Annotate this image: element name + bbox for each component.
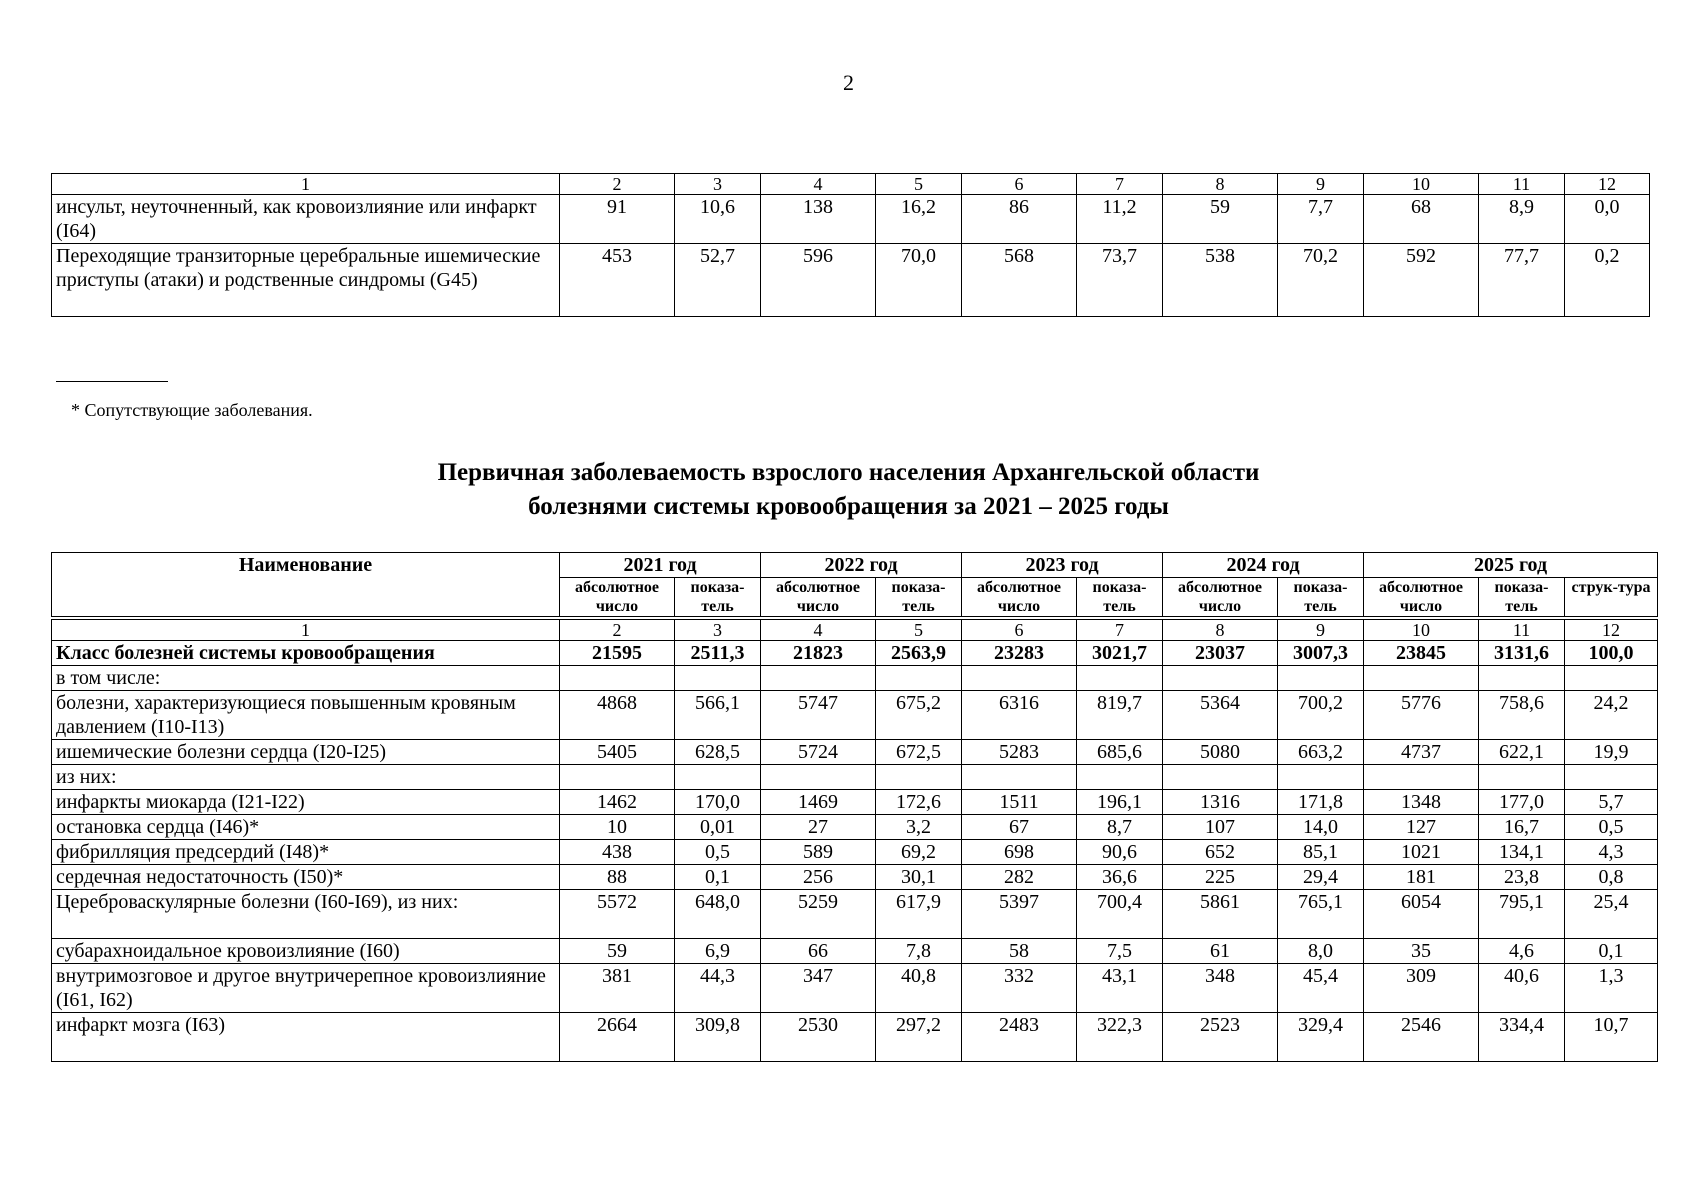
value-cell: 3,2 xyxy=(876,815,962,840)
value-cell: 43,1 xyxy=(1077,964,1163,1013)
value-cell xyxy=(1479,666,1565,691)
value-cell: 170,0 xyxy=(675,790,761,815)
value-cell: 100,0 xyxy=(1565,641,1658,666)
index-cell: 7 xyxy=(1077,620,1163,641)
index-cell: 12 xyxy=(1565,620,1658,641)
row-name: инсульт, неуточненный, как кровоизлияние или инфаркт (I64) xyxy=(52,195,560,244)
value-cell: 617,9 xyxy=(876,890,962,939)
value-cell: 5259 xyxy=(761,890,876,939)
value-cell: 4868 xyxy=(560,691,675,740)
value-cell xyxy=(1278,765,1364,790)
value-cell: 138 xyxy=(761,195,876,244)
index-cell: 11 xyxy=(1479,174,1565,195)
value-cell: 0,0 xyxy=(1565,195,1650,244)
index-row xyxy=(52,174,1650,195)
value-cell: 685,6 xyxy=(1077,740,1163,765)
row-name: сердечная недостаточность (I50)* xyxy=(52,865,560,890)
row-name: инфаркт мозга (I63) xyxy=(52,1013,560,1062)
value-cell: 596 xyxy=(761,244,876,317)
incidence-table xyxy=(51,552,1658,1062)
index-cell: 7 xyxy=(1077,174,1163,195)
header-year-2025: 2025 год xyxy=(1364,553,1658,578)
value-cell: 329,4 xyxy=(1278,1013,1364,1062)
value-cell: 2546 xyxy=(1364,1013,1479,1062)
index-cell: 5 xyxy=(876,174,962,195)
value-cell: 24,2 xyxy=(1565,691,1658,740)
value-cell: 0,8 xyxy=(1565,865,1658,890)
table-row xyxy=(52,740,1658,765)
value-cell: 765,1 xyxy=(1278,890,1364,939)
header-year-2023: 2023 год xyxy=(962,553,1163,578)
table-row xyxy=(52,939,1658,964)
value-cell xyxy=(560,666,675,691)
row-name: инфаркты миокарда (I21-I22) xyxy=(52,790,560,815)
value-cell: 0,5 xyxy=(1565,815,1658,840)
index-cell: 1 xyxy=(52,620,560,641)
value-cell: 40,6 xyxy=(1479,964,1565,1013)
value-cell: 23037 xyxy=(1163,641,1278,666)
value-cell: 348 xyxy=(1163,964,1278,1013)
value-cell: 2511,3 xyxy=(675,641,761,666)
index-cell: 9 xyxy=(1278,620,1364,641)
value-cell: 171,8 xyxy=(1278,790,1364,815)
value-cell: 589 xyxy=(761,840,876,865)
value-cell xyxy=(1077,765,1163,790)
value-cell: 8,9 xyxy=(1479,195,1565,244)
value-cell: 592 xyxy=(1364,244,1479,317)
value-cell: 5397 xyxy=(962,890,1077,939)
value-cell: 177,0 xyxy=(1479,790,1565,815)
sub-ind: показа-тель xyxy=(1077,578,1163,617)
value-cell: 10,7 xyxy=(1565,1013,1658,1062)
value-cell: 86 xyxy=(962,195,1077,244)
value-cell: 66 xyxy=(761,939,876,964)
value-cell: 44,3 xyxy=(675,964,761,1013)
value-cell: 77,7 xyxy=(1479,244,1565,317)
value-cell: 1021 xyxy=(1364,840,1479,865)
value-cell: 23,8 xyxy=(1479,865,1565,890)
index-cell: 4 xyxy=(761,620,876,641)
value-cell: 819,7 xyxy=(1077,691,1163,740)
value-cell: 0,5 xyxy=(675,840,761,865)
value-cell: 23283 xyxy=(962,641,1077,666)
value-cell: 4,6 xyxy=(1479,939,1565,964)
value-cell: 88 xyxy=(560,865,675,890)
value-cell: 538 xyxy=(1163,244,1278,317)
value-cell: 297,2 xyxy=(876,1013,962,1062)
value-cell: 700,2 xyxy=(1278,691,1364,740)
value-cell: 1348 xyxy=(1364,790,1479,815)
value-cell: 1469 xyxy=(761,790,876,815)
row-name: фибрилляция предсердий (I48)* xyxy=(52,840,560,865)
value-cell: 35 xyxy=(1364,939,1479,964)
row-name: в том числе: xyxy=(52,666,560,691)
value-cell: 6,9 xyxy=(675,939,761,964)
value-cell: 6054 xyxy=(1364,890,1479,939)
value-cell: 3021,7 xyxy=(1077,641,1163,666)
value-cell: 4737 xyxy=(1364,740,1479,765)
value-cell: 40,8 xyxy=(876,964,962,1013)
value-cell: 7,5 xyxy=(1077,939,1163,964)
value-cell: 134,1 xyxy=(1479,840,1565,865)
value-cell: 11,2 xyxy=(1077,195,1163,244)
value-cell xyxy=(962,765,1077,790)
header-year-2022: 2022 год xyxy=(761,553,962,578)
value-cell: 453 xyxy=(560,244,675,317)
row-name: Цереброваскулярные болезни (I60-I69), из них: xyxy=(52,890,560,939)
value-cell: 8,0 xyxy=(1278,939,1364,964)
value-cell: 3007,3 xyxy=(1278,641,1364,666)
table-title xyxy=(0,456,1697,524)
value-cell: 7,8 xyxy=(876,939,962,964)
index-cell: 8 xyxy=(1163,620,1278,641)
header-name: Наименование xyxy=(52,553,560,617)
footnote-rule xyxy=(56,381,168,382)
value-cell: 27 xyxy=(761,815,876,840)
value-cell: 3131,6 xyxy=(1479,641,1565,666)
value-cell: 52,7 xyxy=(675,244,761,317)
value-cell: 675,2 xyxy=(876,691,962,740)
footnote: * Сопутствующие заболевания. xyxy=(71,400,313,420)
value-cell xyxy=(675,765,761,790)
value-cell: 172,6 xyxy=(876,790,962,815)
value-cell xyxy=(1278,666,1364,691)
value-cell: 652 xyxy=(1163,840,1278,865)
value-cell: 648,0 xyxy=(675,890,761,939)
value-cell: 5861 xyxy=(1163,890,1278,939)
row-name: Класс болезней системы кровообращения xyxy=(52,641,560,666)
value-cell: 5364 xyxy=(1163,691,1278,740)
index-cell: 10 xyxy=(1364,174,1479,195)
value-cell xyxy=(1565,666,1658,691)
value-cell: 5,7 xyxy=(1565,790,1658,815)
value-cell: 628,5 xyxy=(675,740,761,765)
value-cell: 5572 xyxy=(560,890,675,939)
value-cell: 25,4 xyxy=(1565,890,1658,939)
value-cell: 45,4 xyxy=(1278,964,1364,1013)
index-row xyxy=(52,620,1658,641)
table-row xyxy=(52,840,1658,865)
index-cell: 9 xyxy=(1278,174,1364,195)
index-cell: 4 xyxy=(761,174,876,195)
value-cell: 58 xyxy=(962,939,1077,964)
value-cell: 256 xyxy=(761,865,876,890)
value-cell: 61 xyxy=(1163,939,1278,964)
row-name: ишемические болезни сердца (I20-I25) xyxy=(52,740,560,765)
table-row xyxy=(52,964,1658,1013)
sub-abs: абсолютное число xyxy=(1163,578,1278,617)
value-cell: 36,6 xyxy=(1077,865,1163,890)
value-cell: 14,0 xyxy=(1278,815,1364,840)
table-row xyxy=(52,641,1658,666)
value-cell: 0,1 xyxy=(675,865,761,890)
value-cell: 322,3 xyxy=(1077,1013,1163,1062)
table-row xyxy=(52,890,1658,939)
value-cell: 566,1 xyxy=(675,691,761,740)
value-cell: 10,6 xyxy=(675,195,761,244)
row-name: субарахноидальное кровоизлияние (I60) xyxy=(52,939,560,964)
value-cell: 16,7 xyxy=(1479,815,1565,840)
table-row xyxy=(52,691,1658,740)
table-row xyxy=(52,195,1650,244)
header-year-2021: 2021 год xyxy=(560,553,761,578)
value-cell: 1511 xyxy=(962,790,1077,815)
sub-ind: показа-тель xyxy=(675,578,761,617)
value-cell: 6316 xyxy=(962,691,1077,740)
value-cell: 90,6 xyxy=(1077,840,1163,865)
value-cell xyxy=(761,765,876,790)
index-cell: 3 xyxy=(675,620,761,641)
value-cell: 698 xyxy=(962,840,1077,865)
sub-abs: абсолютное число xyxy=(962,578,1077,617)
value-cell: 2664 xyxy=(560,1013,675,1062)
value-cell: 7,7 xyxy=(1278,195,1364,244)
value-cell: 8,7 xyxy=(1077,815,1163,840)
sub-ind: показа-тель xyxy=(1479,578,1565,617)
index-cell: 6 xyxy=(962,620,1077,641)
value-cell: 5776 xyxy=(1364,691,1479,740)
value-cell: 127 xyxy=(1364,815,1479,840)
value-cell: 21823 xyxy=(761,641,876,666)
value-cell: 5080 xyxy=(1163,740,1278,765)
sub-ind: показа-тель xyxy=(876,578,962,617)
value-cell: 68 xyxy=(1364,195,1479,244)
table-row xyxy=(52,815,1658,840)
value-cell: 2530 xyxy=(761,1013,876,1062)
page-number: 2 xyxy=(843,70,854,95)
row-name: остановка сердца (I46)* xyxy=(52,815,560,840)
value-cell xyxy=(761,666,876,691)
value-cell: 672,5 xyxy=(876,740,962,765)
table-row xyxy=(52,790,1658,815)
value-cell xyxy=(1077,666,1163,691)
value-cell: 5405 xyxy=(560,740,675,765)
table-row xyxy=(52,765,1658,790)
value-cell: 2523 xyxy=(1163,1013,1278,1062)
value-cell xyxy=(1163,666,1278,691)
index-cell: 12 xyxy=(1565,174,1650,195)
value-cell xyxy=(675,666,761,691)
value-cell: 381 xyxy=(560,964,675,1013)
value-cell: 622,1 xyxy=(1479,740,1565,765)
value-cell: 700,4 xyxy=(1077,890,1163,939)
value-cell: 4,3 xyxy=(1565,840,1658,865)
value-cell: 10 xyxy=(560,815,675,840)
index-cell: 10 xyxy=(1364,620,1479,641)
value-cell: 0,01 xyxy=(675,815,761,840)
value-cell: 67 xyxy=(962,815,1077,840)
sub-abs: абсолютное число xyxy=(560,578,675,617)
value-cell xyxy=(876,765,962,790)
value-cell: 1,3 xyxy=(1565,964,1658,1013)
row-name: Переходящие транзиторные церебральные ишемические приступы (атаки) и родственные синдромы (G45) xyxy=(52,244,560,317)
value-cell: 0,1 xyxy=(1565,939,1658,964)
value-cell xyxy=(1479,765,1565,790)
value-cell: 568 xyxy=(962,244,1077,317)
value-cell xyxy=(560,765,675,790)
value-cell: 196,1 xyxy=(1077,790,1163,815)
value-cell: 334,4 xyxy=(1479,1013,1565,1062)
value-cell: 181 xyxy=(1364,865,1479,890)
value-cell: 85,1 xyxy=(1278,840,1364,865)
row-name: болезни, характеризующиеся повышенным кровяным давлением (I10-I13) xyxy=(52,691,560,740)
index-cell: 2 xyxy=(560,174,675,195)
value-cell: 23845 xyxy=(1364,641,1479,666)
row-name: из них: xyxy=(52,765,560,790)
sub-struct: струк-тура xyxy=(1565,578,1658,617)
value-cell: 663,2 xyxy=(1278,740,1364,765)
index-cell: 8 xyxy=(1163,174,1278,195)
index-cell: 2 xyxy=(560,620,675,641)
value-cell: 225 xyxy=(1163,865,1278,890)
sub-abs: абсолютное число xyxy=(761,578,876,617)
value-cell: 91 xyxy=(560,195,675,244)
value-cell: 70,0 xyxy=(876,244,962,317)
value-cell: 282 xyxy=(962,865,1077,890)
continuation-table xyxy=(51,173,1650,317)
value-cell xyxy=(962,666,1077,691)
value-cell: 107 xyxy=(1163,815,1278,840)
value-cell: 29,4 xyxy=(1278,865,1364,890)
table-row xyxy=(52,666,1658,691)
index-cell: 11 xyxy=(1479,620,1565,641)
value-cell: 332 xyxy=(962,964,1077,1013)
value-cell: 438 xyxy=(560,840,675,865)
value-cell: 2563,9 xyxy=(876,641,962,666)
value-cell: 2483 xyxy=(962,1013,1077,1062)
value-cell xyxy=(1364,765,1479,790)
value-cell: 21595 xyxy=(560,641,675,666)
title-line-2: болезнями системы кровообращения за 2021 – 2025 годы xyxy=(528,493,1169,520)
value-cell: 5283 xyxy=(962,740,1077,765)
table-row xyxy=(52,865,1658,890)
value-cell: 59 xyxy=(1163,195,1278,244)
table-row xyxy=(52,244,1650,317)
index-cell: 3 xyxy=(675,174,761,195)
header-row-years xyxy=(52,553,1658,578)
value-cell: 1316 xyxy=(1163,790,1278,815)
sub-abs: абсолютное число xyxy=(1364,578,1479,617)
value-cell: 69,2 xyxy=(876,840,962,865)
index-cell: 1 xyxy=(52,174,560,195)
value-cell: 5747 xyxy=(761,691,876,740)
index-cell: 5 xyxy=(876,620,962,641)
value-cell xyxy=(1565,765,1658,790)
value-cell: 0,2 xyxy=(1565,244,1650,317)
value-cell: 347 xyxy=(761,964,876,1013)
value-cell: 758,6 xyxy=(1479,691,1565,740)
title-line-1: Первичная заболеваемость взрослого населения Архангельской области xyxy=(437,459,1260,486)
value-cell: 30,1 xyxy=(876,865,962,890)
value-cell xyxy=(1163,765,1278,790)
value-cell: 16,2 xyxy=(876,195,962,244)
value-cell: 70,2 xyxy=(1278,244,1364,317)
value-cell: 309 xyxy=(1364,964,1479,1013)
value-cell: 19,9 xyxy=(1565,740,1658,765)
value-cell: 309,8 xyxy=(675,1013,761,1062)
row-name: внутримозговое и другое внутричерепное кровоизлияние (I61, I62) xyxy=(52,964,560,1013)
table-row xyxy=(52,1013,1658,1062)
value-cell xyxy=(876,666,962,691)
value-cell: 1462 xyxy=(560,790,675,815)
header-year-2024: 2024 год xyxy=(1163,553,1364,578)
value-cell: 73,7 xyxy=(1077,244,1163,317)
index-cell: 6 xyxy=(962,174,1077,195)
sub-ind: показа-тель xyxy=(1278,578,1364,617)
value-cell: 59 xyxy=(560,939,675,964)
value-cell: 795,1 xyxy=(1479,890,1565,939)
value-cell xyxy=(1364,666,1479,691)
value-cell: 5724 xyxy=(761,740,876,765)
